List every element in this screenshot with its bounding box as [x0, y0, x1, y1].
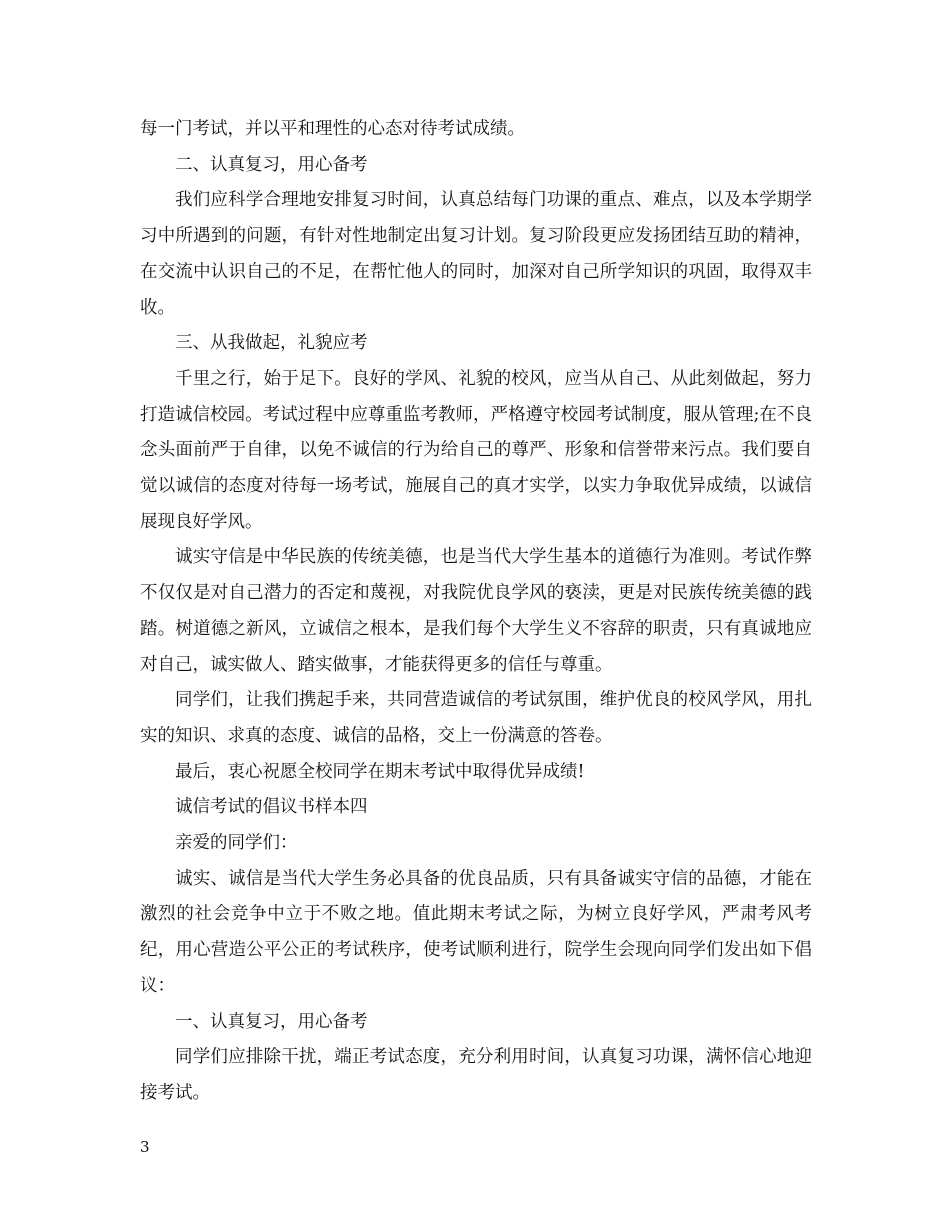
paragraph-exclude-distraction: 同学们应排除干扰，端正考试态度，充分利用时间，认真复习功课，满怀信心地迎接考试。 [140, 1047, 812, 1103]
section-heading-review: 二、认真复习，用心备考 [175, 154, 368, 175]
document-body [140, 112, 812, 1112]
paragraph-honesty-quality: 诚实、诚信是当代大学生务必具备的优良品质，只有具备诚实守信的品德，才能在激烈的社会竞争中立于不败之地。值此期末考试之际，为树立良好学风，严肃考风考纪，用心营造公平公正的考试秩序，使考试顺利进行，院学生会现向同学们发出如下倡议： [140, 868, 812, 996]
salutation: 亲爱的同学们： [175, 833, 298, 854]
page-number: 3 [140, 1138, 150, 1156]
paragraph-best-wishes: 最后，衷心祝愿全校同学在期末考试中取得优异成绩! [175, 761, 585, 782]
paragraph-join-hands: 同学们，让我们携起手来，共同营造诚信的考试氛围，维护优良的校风学风，用扎实的知识、求真的态度、诚信的品格，交上一份满意的答卷。 [140, 690, 812, 746]
sample-title: 诚信考试的倡议书样本四 [175, 797, 368, 818]
paragraph-traditional-virtue: 诚实守信是中华民族的传统美德，也是当代大学生基本的道德行为准则。考试作弊不仅仅是对自己潜力的否定和蔑视，对我院优良学风的亵渎，更是对民族传统美德的践踏。树道德之新风，立诚信之根本，是我们每个大学生义不容辞的职责，只有真诚地应对自己，诚实做人、踏实做事，才能获得更多的信任与尊重。 [140, 547, 812, 675]
section-heading-courtesy: 三、从我做起，礼貌应考 [175, 333, 368, 354]
paragraph-continuation: 每一门考试，并以平和理性的心态对待考试成绩。 [140, 119, 525, 139]
section-heading-prepare: 一、认真复习，用心备考 [175, 1011, 368, 1032]
paragraph-integrity-campus: 千里之行，始于足下。良好的学风、礼貌的校风，应当从自己、从此刻做起，努力打造诚信校园。考试过程中应尊重监考教师，严格遵守校园考试制度，服从管理;在不良念头面前严于自律，以免不诚信的行为给自己的尊严、形象和信誉带来污点。我们要自觉以诚信的态度对待每一场考试，施展自己的真才实学，以实力争取优异成绩，以诚信展现良好学风。 [140, 368, 812, 532]
paragraph-review-plan: 我们应科学合理地安排复习时间，认真总结每门功课的重点、难点，以及本学期学习中所遇到的问题，有针对性地制定出复习计划。复习阶段更应发扬团结互助的精神，在交流中认识自己的不足，在帮忙他人的同时，加深对自己所学知识的巩固，取得双丰收。 [140, 190, 812, 318]
